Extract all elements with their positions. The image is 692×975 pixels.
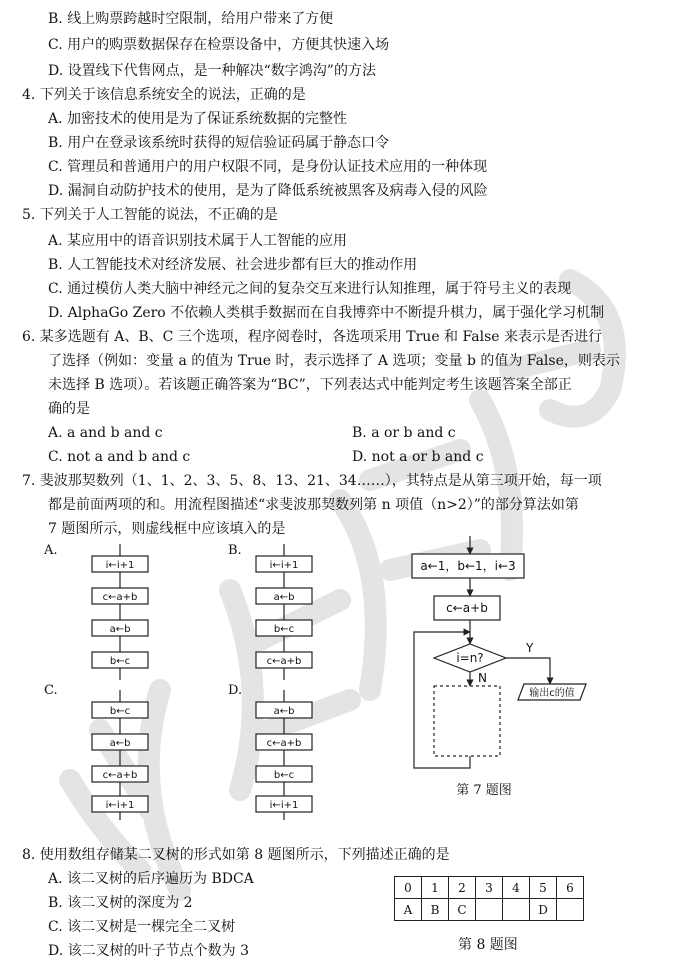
q7-a-step2-text: c←a+b (102, 592, 138, 603)
q7-option-a-letter: A. (44, 543, 58, 558)
q5-option-b: B. 人工智能技术对经济发展、社会进步都有巨大的推动作用 (48, 257, 418, 273)
q7-stem-line3: 7 题图所示，则虚线框中应该填入的是 (48, 521, 286, 537)
q4-option-b: B. 用户在登录该系统时获得的短信验证码属于静态口令 (48, 135, 390, 151)
q8-index-row (395, 877, 584, 899)
q7-flowchart (404, 536, 604, 801)
q8-index-cell: 3 (476, 877, 503, 899)
q7-stem-line1: 7. 斐波那契数列（1、1、2、3、5、8、13、21、34……），其特点是从第三项开始，每一项 (22, 473, 602, 489)
flow-calc-text: c←a+b (446, 601, 488, 615)
q8-index-cell: 4 (503, 877, 530, 899)
q5-stem: 5. 下列关于人工智能的说法，不正确的是 (22, 207, 278, 223)
q8-index-cell: 1 (422, 877, 449, 899)
prev-option-c: C. 用户的购票数据保存在检票设备中，方便其快速入场 (48, 37, 390, 53)
q6-option-a: A. a and b and c (48, 425, 163, 441)
q8-index-cell: 0 (395, 877, 422, 899)
q8-value-cell (476, 899, 503, 921)
q7-option-c-letter: C. (44, 683, 58, 698)
q6-stem-line2: 了选择（例如：变量 a 的值为 True 时，表示选择了 A 选项；变量 b 的值为 False，则表示 (48, 353, 620, 369)
q7-c-step3-text: c←a+b (102, 770, 138, 781)
q7-d-step1-text: a←b (273, 706, 295, 717)
q5-option-d: D. AlphaGo Zero 不依赖人类棋手数据而在自我博弈中不断提升棋力，属于强化学习机制 (48, 305, 605, 321)
q5-option-a: A. 某应用中的语音识别技术属于人工智能的应用 (48, 233, 348, 249)
q6-stem-line1: 6. 某多选题有 A、B、C 三个选项，程序阅卷时，各选项采用 True 和 False 来表示是否进行 (22, 329, 603, 345)
q7-stem-line2: 都是前面两项的和。用流程图描述“求斐波那契数列第 n 项值（n>2）”的部分算法如第 (48, 497, 579, 513)
q7-a-step3-text: a←b (109, 624, 131, 635)
q7-d-step3-text: b←c (273, 770, 295, 781)
flow-init-text: a←1，b←1，i←3 (420, 559, 516, 573)
prev-option-d: D. 设置线下代售网点，是一种解决“数字鸿沟”的方法 (48, 63, 376, 79)
q6-stem-line3: 未选择 B 选项）。若该题正确答案为“BC”，下列表达式中能判定考生该题答案全部正 (48, 377, 572, 393)
q8-value-cell (503, 899, 530, 921)
q4-option-d: D. 漏洞自动防护技术的使用，是为了降低系统被黑客及病毒入侵的风险 (48, 183, 488, 199)
q8-value-row (395, 899, 584, 921)
q4-option-a: A. 加密技术的使用是为了保证系统数据的完整性 (48, 111, 348, 127)
q8-index-cell: 5 (530, 877, 557, 899)
q4-stem: 4. 下列关于该信息系统安全的说法，正确的是 (22, 87, 306, 103)
flow-yes-label: Y (526, 641, 534, 655)
q7-option-b-letter: B. (228, 543, 242, 558)
q7-c-step4-text: i←i+1 (105, 800, 135, 811)
q4-option-c: C. 管理员和普通用户的用户权限不同，是身份认证技术应用的一种体现 (48, 159, 488, 175)
q6-option-b: B. a or b and c (352, 425, 456, 441)
q7-b-step4-text: c←a+b (266, 656, 302, 667)
q8-caption: 第 8 题图 (458, 937, 518, 953)
q8-stem: 8. 使用数组存储某二叉树的形式如第 8 题图所示，下列描述正确的是 (22, 847, 450, 863)
q7-caption: 第 7 题图 (456, 783, 512, 798)
flow-cond-text: i=n? (456, 651, 484, 665)
q7-b-step3-text: b←c (273, 624, 295, 635)
q8-value-cell: B (422, 899, 449, 921)
q7-b-step2-text: a←b (273, 592, 295, 603)
q8-option-c: C. 该二叉树是一棵完全二叉树 (48, 919, 236, 935)
q7-option-d-letter: D. (228, 683, 243, 698)
q7-a-step4-text: b←c (109, 656, 131, 667)
q7-option-blocks (30, 540, 410, 820)
q7-c-step1-text: b←c (109, 706, 131, 717)
q8-option-b: B. 该二叉树的深度为 2 (48, 895, 193, 911)
flow-output-text: 输出c的值 (529, 688, 575, 699)
q7-c-step2-text: a←b (109, 738, 131, 749)
q8-value-cell (557, 899, 584, 921)
q8-index-cell: 6 (557, 877, 584, 899)
q8-index-cell: 2 (449, 877, 476, 899)
q6-option-c: C. not a and b and c (48, 449, 191, 465)
q7-b-step1-text: i←i+1 (269, 560, 299, 571)
q6-stem-line4: 确的是 (48, 401, 90, 417)
flow-no-label: N (478, 671, 487, 685)
q8-value-cell: C (449, 899, 476, 921)
q8-array-table (394, 876, 584, 921)
q8-option-d: D. 该二叉树的叶子节点个数为 3 (48, 943, 249, 959)
flow-dashed-box (434, 686, 500, 756)
q8-option-a: A. 该二叉树的后序遍历为 BDCA (48, 871, 254, 887)
q8-value-cell: A (395, 899, 422, 921)
q5-option-c: C. 通过模仿人类大脑中神经元之间的复杂交互来进行认知推理，属于符号主义的表现 (48, 281, 572, 297)
q7-a-step1-text: i←i+1 (105, 560, 135, 571)
prev-option-b: B. 线上购票跨越时空限制，给用户带来了方便 (48, 11, 334, 27)
q7-d-step4-text: i←i+1 (269, 800, 299, 811)
q7-d-step2-text: c←a+b (266, 738, 302, 749)
q8-value-cell: D (530, 899, 557, 921)
q6-option-d: D. not a or b and c (352, 449, 484, 465)
